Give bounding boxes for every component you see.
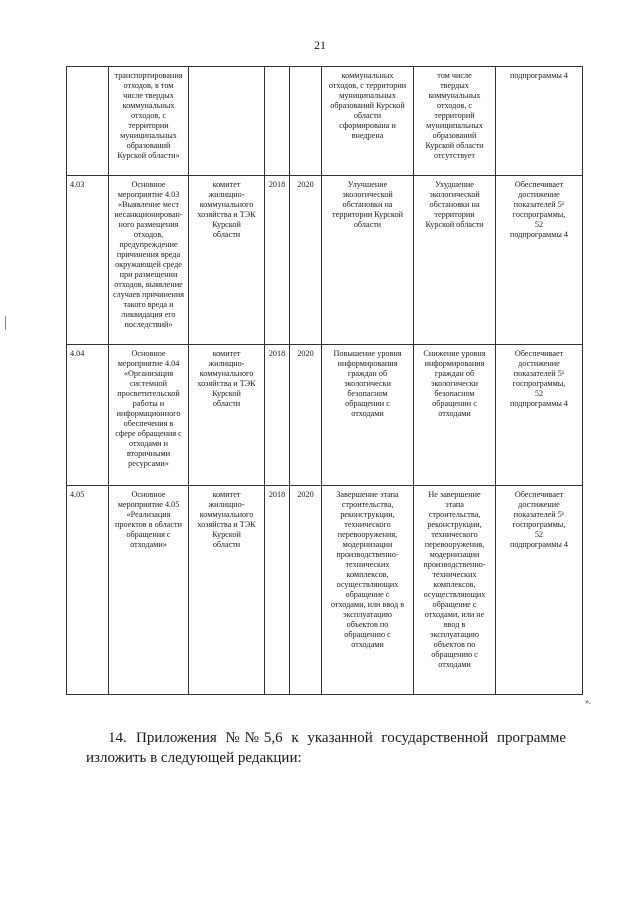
cell-end-year: 2020 <box>290 176 322 345</box>
program-measures-table <box>66 66 583 695</box>
cell-end-year: 2020 <box>290 486 322 695</box>
table-row <box>67 67 583 176</box>
cell-expected-result: Завершение этапа строительства, реконструкции, технического перевооружения, модернизации производственно- технических комплексов, осуществляющих обращение с отходами, или ввод в эксплуатацию объектов по обращению с отходами <box>322 486 414 695</box>
cell-link: подпрограммы 4 <box>496 67 583 176</box>
table-row <box>67 486 583 695</box>
cell-end-year <box>290 67 322 176</box>
cell-link: Обеспечивает достижение показателей 5¹ госпрограммы, 52 подпрограммы 4 <box>496 176 583 345</box>
cell-executor <box>189 67 265 176</box>
cell-executor: комитет жилищно- коммунального хозяйства и ТЭК Курской области <box>189 176 265 345</box>
table-row <box>67 176 583 345</box>
cell-executor: комитет жилищно- коммунального хозяйства и ТЭК Курской области <box>189 486 265 695</box>
cell-consequence: Не завершение этапа строительства, реконструкции, технического перевооружения, модернизации производственно- технических комплексов, осуществляющих обращение с отходами, или не ввод в эксплуатацию объектов по обращению с отходами <box>414 486 496 695</box>
cell-consequence: Ухудшение экологической обстановки на территории Курской области <box>414 176 496 345</box>
cell-expected-result: Улучшение экологической обстановки на территории Курской области <box>322 176 414 345</box>
cell-link: Обеспечивает достижение показателей 5¹ госпрограммы, 52 подпрограммы 4 <box>496 345 583 486</box>
cell-expected-result: коммунальных отходов, с территории муниципальных образований Курской области сформирована и внедрена <box>322 67 414 176</box>
paragraph-number: 14. <box>108 730 127 746</box>
cell-number: 4.03 <box>67 176 109 345</box>
cell-number: 4.05 <box>67 486 109 695</box>
cell-link: Обеспечивает достижение показателей 5¹ госпрограммы, 52 подпрограммы 4 <box>496 486 583 695</box>
cell-start-year <box>265 67 290 176</box>
cell-consequence: Снижение уровня информирования граждан об экологически безопасном обращении с отходами <box>414 345 496 486</box>
cell-measure: Основное мероприятие 4.03 «Выявление мест несанкционирован- ного размещения отходов, предупреждение причинения вреда окружающей среде при размещении отходов, выявление случаев причинения такого вреда и ликвидация его последствий» <box>109 176 189 345</box>
margin-mark <box>5 316 6 330</box>
cell-number: 4.04 <box>67 345 109 486</box>
cell-end-year: 2020 <box>290 345 322 486</box>
amendment-paragraph <box>86 728 566 769</box>
cell-start-year: 2018 <box>265 486 290 695</box>
cell-start-year: 2018 <box>265 345 290 486</box>
cell-measure: транспортирования отходов, в том числе твердых коммунальных отходов, с территории муниципальных образований Курской области» <box>109 67 189 176</box>
page-number: 21 <box>314 38 326 52</box>
cell-measure: Основное мероприятие 4.04 «Организация системной просветительской работы и информационного обеспечения в сфере обращения с отходами и вторичными ресурсами» <box>109 345 189 486</box>
table-row <box>67 345 583 486</box>
paragraph-text: Приложения №№5,6 к указанной государственной программе изложить в следующей редакции: <box>86 730 566 767</box>
cell-start-year: 2018 <box>265 176 290 345</box>
closing-quote-mark: ». <box>585 697 591 706</box>
cell-number <box>67 67 109 176</box>
cell-consequence: том числе твердых коммунальных отходов, с территорий муниципальных образований Курской области отсутствует <box>414 67 496 176</box>
cell-expected-result: Повышение уровня информирования граждан об экологически безопасном обращении с отходами <box>322 345 414 486</box>
cell-measure: Основное мероприятие 4.05 «Реализация проектов в области обращения с отходами» <box>109 486 189 695</box>
cell-executor: комитет жилищно- коммунального хозяйства и ТЭК Курской области <box>189 345 265 486</box>
